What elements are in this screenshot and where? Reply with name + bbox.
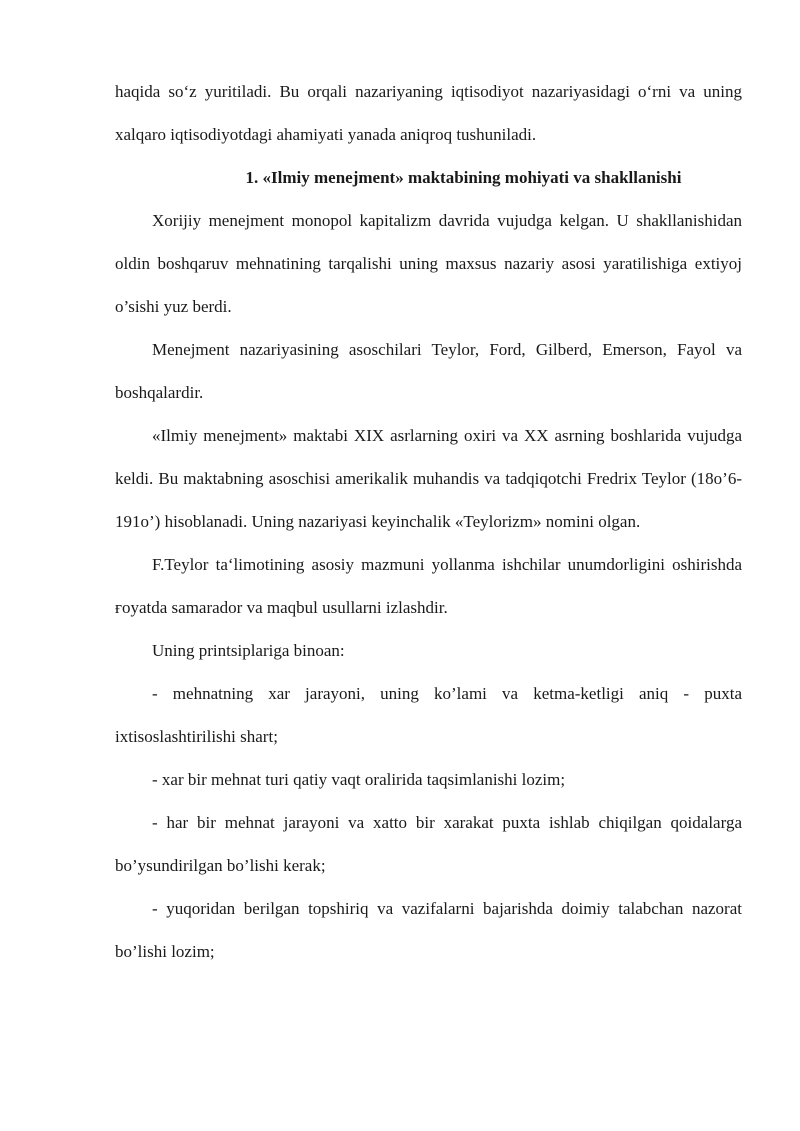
list-item-4: - yuqoridan berilgan topshiriq va vazifalarni bajarishda doimiy talabchan nazorat bo’lishi lozim; (115, 899, 742, 961)
paragraph-5: Uning printsiplariga binoan: (152, 641, 345, 660)
document-page (115, 70, 742, 973)
paragraph-2: Menejment nazariyasining asoschilari Teylor, Ford, Gilberd, Emerson, Fayol va boshqalardir. (115, 340, 742, 402)
section-heading: 1. «Ilmiy menejment» maktabining mohiyati va shakllanishi (245, 168, 682, 187)
list-item-1: - mehnatning xar jarayoni, uning ko’lami va ketma-ketligi aniq - puxta ixtisoslashtirilishi shart; (115, 684, 742, 746)
list-item-2: - xar bir mehnat turi qatiy vaqt oralirida taqsimlanishi lozim; (152, 770, 566, 789)
paragraph-4: F.Teylor ta‘limotining asosiy mazmuni yollanma ishchilar unumdorligini oshirishda ғoyatda samarador va maqbul usullarni izlashdir. (115, 555, 742, 617)
paragraph-1: Xorijiy menejment monopol kapitalizm davrida vujudga kelgan. U shakllanishidan oldin boshqaruv mehnatining tarqalishi uning maxsus nazariy asosi yaratilishiga extiyoj o’sishi yuz berdi. (115, 211, 742, 316)
intro-paragraph: haqida so‘z yuritiladi. Bu orqali nazariyaning iqtisodiyot nazariyasidagi o‘rni va uning xalqaro iqtisodiyotdagi ahamiyati yanada aniqroq tushuniladi. (115, 82, 742, 144)
paragraph-3: «Ilmiy menejment» maktabi XIX asrlarning oxiri va XX asrning boshlarida vujudga keldi. Bu maktabning asoschisi amerikalik muhandis va tadqiqotchi Fredrix Teylor (18o’6-191o’) hisoblanadi. Uning nazariyasi keyinchalik «Teylorizm» nomini olgan. (115, 426, 742, 531)
list-item-3: - har bir mehnat jarayoni va xatto bir xarakat puxta ishlab chiqilgan qoidalarga bo’ysundirilgan bo’lishi kerak; (115, 813, 742, 875)
